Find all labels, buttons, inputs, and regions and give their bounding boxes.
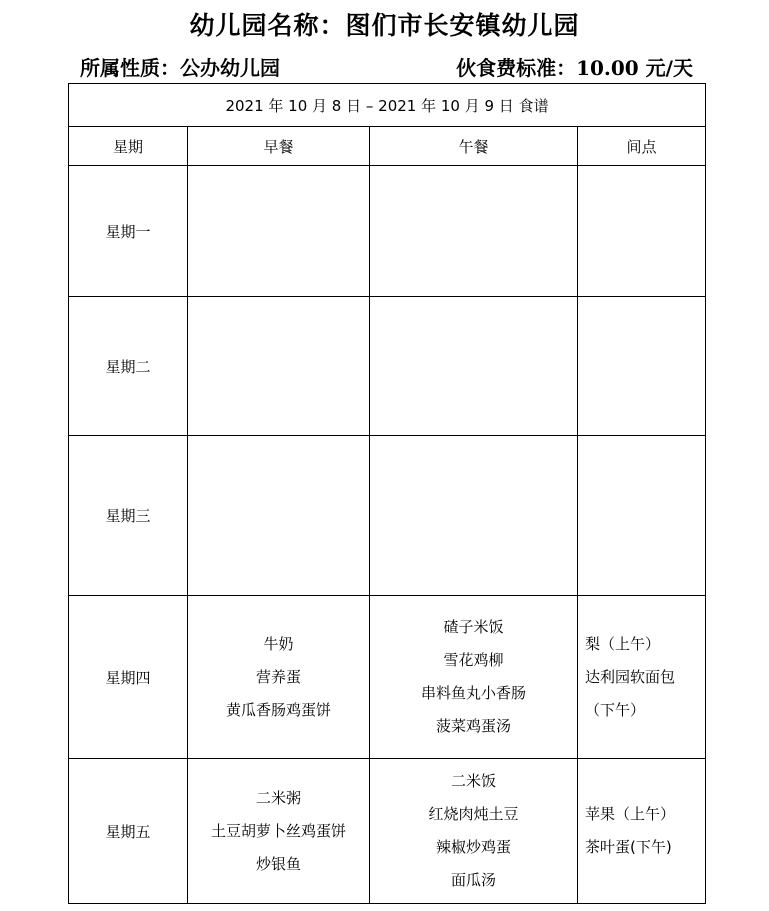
menu-item: 串料鱼丸小香肠 <box>420 684 526 702</box>
day-cell: 星期五 <box>69 759 188 904</box>
menu-item: 二米粥 <box>255 788 301 807</box>
snack-cell <box>578 759 706 904</box>
lunch-cell <box>370 436 578 596</box>
snack-cell <box>578 297 706 436</box>
header-snack: 间点 <box>578 127 706 166</box>
menu-item: 辣椒炒鸡蛋 <box>435 838 511 856</box>
header-weekday: 星期 <box>69 127 188 166</box>
table-row <box>69 436 706 596</box>
snack-cell <box>578 166 706 297</box>
day-cell: 星期三 <box>69 436 188 596</box>
snack-cell <box>578 436 706 596</box>
table-row <box>69 759 706 904</box>
menu-item: 黄瓜香肠鸡蛋饼 <box>225 700 331 719</box>
menu-item: 面瓜汤 <box>450 871 496 889</box>
menu-item: 菠菜鸡蛋汤 <box>435 717 511 735</box>
day-cell: 星期二 <box>69 297 188 436</box>
day-cell: 星期一 <box>69 166 188 297</box>
menu-item: 炒银鱼 <box>255 854 301 873</box>
breakfast-cell <box>188 759 370 904</box>
lunch-cell <box>370 759 578 904</box>
day-cell: 星期四 <box>69 596 188 759</box>
weekly-menu-table <box>68 83 706 904</box>
menu-item: 苹果（上午） <box>585 805 676 823</box>
menu-item: 达利园软面包 <box>585 667 676 686</box>
kindergarten-nature: 所属性质：公办幼儿园 <box>80 56 280 80</box>
menu-item: 雪花鸡柳 <box>443 651 504 669</box>
menu-item: 茶叶蛋(下午) <box>585 838 672 856</box>
menu-item: 碴子米饭 <box>443 618 504 636</box>
breakfast-cell <box>188 436 370 596</box>
menu-item: 营养蛋 <box>255 667 301 686</box>
menu-item: 红烧肉炖土豆 <box>428 805 519 823</box>
lunch-cell <box>370 596 578 759</box>
menu-date-range: 2021 年 10 月 8 日 – 2021 年 10 月 9 日 食谱 <box>69 84 706 127</box>
breakfast-cell <box>188 297 370 436</box>
table-row <box>69 596 706 759</box>
lunch-cell <box>370 166 578 297</box>
menu-item: 牛奶 <box>263 634 294 653</box>
menu-item: 梨（上午） <box>585 634 661 653</box>
menu-item: （下午） <box>585 700 646 719</box>
page-title: 幼儿园名称：图们市长安镇幼儿园 <box>189 11 580 40</box>
table-row <box>69 166 706 297</box>
table-row <box>69 297 706 436</box>
menu-item: 二米饭 <box>450 772 496 790</box>
breakfast-cell <box>188 596 370 759</box>
snack-cell <box>578 596 706 759</box>
menu-item: 土豆胡萝卜丝鸡蛋饼 <box>210 821 346 840</box>
header-breakfast: 早餐 <box>188 127 370 166</box>
breakfast-cell <box>188 166 370 297</box>
meal-fee-standard: 伙食费标准：10.00 元/天 <box>456 56 693 80</box>
header-lunch: 午餐 <box>370 127 578 166</box>
lunch-cell <box>370 297 578 436</box>
